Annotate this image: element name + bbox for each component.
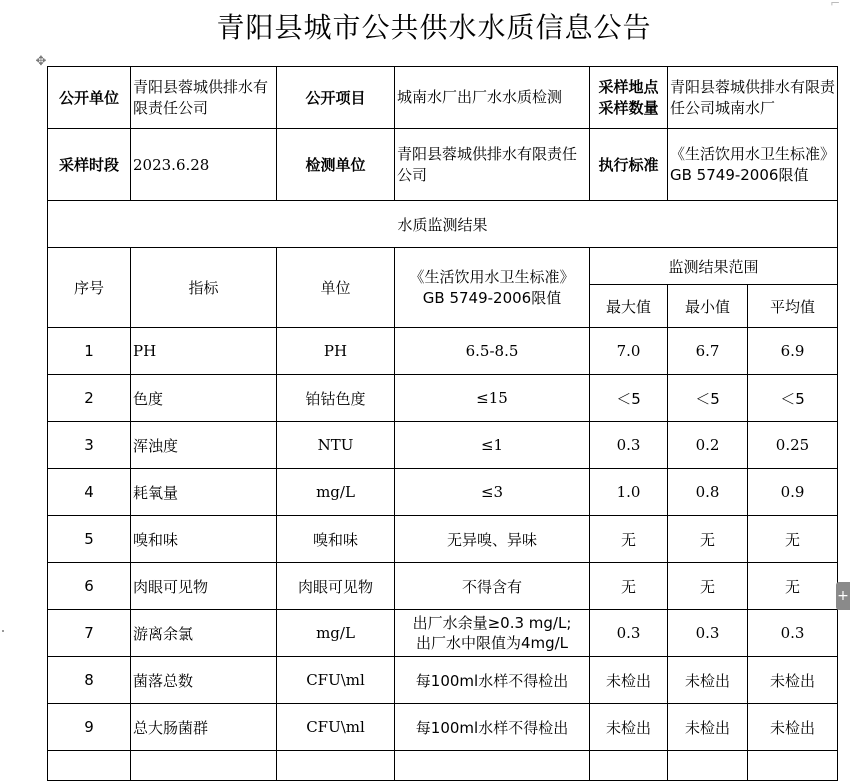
section-title: 水质监测结果	[48, 201, 838, 248]
standard-value: 《生活饮用水卫生标准》GB 5749-2006限值	[668, 129, 838, 201]
table-row	[48, 375, 838, 422]
header-max: 最大值	[590, 285, 668, 328]
cell-max: ＜5	[590, 375, 668, 422]
info-row-2	[48, 129, 838, 201]
cell-limit: ≤3	[395, 469, 590, 516]
cell-avg: 6.9	[748, 328, 838, 375]
cell-avg: 0.3	[748, 610, 838, 657]
cell-unit: 嗅和味	[277, 516, 395, 563]
right-margin	[850, 0, 868, 773]
cell-limit: 每100ml水样不得检出	[395, 704, 590, 751]
cell-max: 0.3	[590, 610, 668, 657]
cell-seq: 8	[48, 657, 131, 704]
table-row	[48, 516, 838, 563]
cell-limit-line-2: 出厂水中限值为4mg/L	[415, 634, 569, 652]
table-row	[48, 610, 838, 657]
table-row	[48, 657, 838, 704]
sampling-site-label-2: 采样数量	[598, 98, 659, 117]
margin-mark	[2, 630, 4, 632]
table-row	[48, 563, 838, 610]
cell-min: 0.8	[668, 469, 748, 516]
cell-indicator: 肉眼可见物	[131, 563, 277, 610]
table-row	[48, 422, 838, 469]
cell-empty	[748, 751, 838, 781]
cell-limit: 无异嗅、异味	[395, 516, 590, 563]
cell-min: 0.2	[668, 422, 748, 469]
cell-empty	[668, 751, 748, 781]
cell-avg: 0.9	[748, 469, 838, 516]
cell-avg: 无	[748, 516, 838, 563]
water-quality-table	[47, 66, 838, 781]
page-title: 青阳县城市公共供水水质信息公告	[216, 11, 652, 44]
cell-max: 无	[590, 516, 668, 563]
cell-limit	[395, 610, 590, 657]
cell-avg: 未检出	[748, 704, 838, 751]
cell-max: 无	[590, 563, 668, 610]
cell-max: 7.0	[590, 328, 668, 375]
cell-limit-line-1: 出厂水余量≥0.3 mg/L;	[412, 614, 572, 632]
cell-min: 6.7	[668, 328, 748, 375]
cell-empty	[590, 751, 668, 781]
cell-seq: 5	[48, 516, 131, 563]
sampling-site-label	[590, 67, 668, 129]
cell-empty	[48, 751, 131, 781]
table-row	[48, 328, 838, 375]
header-limit-line-1: 《生活饮用水卫生标准》	[409, 267, 575, 286]
header-avg: 平均值	[748, 285, 838, 328]
cell-empty	[277, 751, 395, 781]
cell-avg: 无	[748, 563, 838, 610]
cell-avg: 未检出	[748, 657, 838, 704]
info-row-1	[48, 67, 838, 129]
cell-indicator: 耗氧量	[131, 469, 277, 516]
cell-min: 无	[668, 516, 748, 563]
table-row	[48, 704, 838, 751]
header-unit: 单位	[277, 248, 395, 328]
cell-limit: 不得含有	[395, 563, 590, 610]
cell-min: 无	[668, 563, 748, 610]
cell-limit: ≤1	[395, 422, 590, 469]
sampling-time-value: 2023.6.28	[131, 129, 277, 201]
cell-seq: 6	[48, 563, 131, 610]
cell-indicator: 色度	[131, 375, 277, 422]
project-value: 城南水厂出厂水水质检测	[395, 67, 590, 129]
cell-indicator: 菌落总数	[131, 657, 277, 704]
cell-unit: 铂钴色度	[277, 375, 395, 422]
cell-unit: mg/L	[277, 469, 395, 516]
header-range: 监测结果范围	[590, 248, 838, 285]
publisher-label: 公开单位	[48, 67, 131, 129]
header-indicator: 指标	[131, 248, 277, 328]
header-min: 最小值	[668, 285, 748, 328]
cell-indicator: 嗅和味	[131, 516, 277, 563]
header-limit	[395, 248, 590, 328]
table-row	[48, 469, 838, 516]
cell-min: 0.3	[668, 610, 748, 657]
cell-seq: 3	[48, 422, 131, 469]
cell-avg: 0.25	[748, 422, 838, 469]
cell-max: 0.3	[590, 422, 668, 469]
test-unit-label: 检测单位	[277, 129, 395, 201]
cell-unit: CFU\ml	[277, 657, 395, 704]
header-row-1	[48, 248, 838, 285]
cell-indicator: PH	[131, 328, 277, 375]
sampling-time-label: 采样时段	[48, 129, 131, 201]
cell-seq: 2	[48, 375, 131, 422]
section-row	[48, 201, 838, 248]
plus-icon[interactable]: +	[836, 582, 850, 610]
cell-unit: CFU\ml	[277, 704, 395, 751]
cell-min: 未检出	[668, 704, 748, 751]
cell-max: 1.0	[590, 469, 668, 516]
standard-label: 执行标准	[590, 129, 668, 201]
sampling-site-value: 青阳县蓉城供排水有限责任公司城南水厂	[668, 67, 838, 129]
cell-seq: 7	[48, 610, 131, 657]
table-row-partial	[48, 751, 838, 781]
cell-min: ＜5	[668, 375, 748, 422]
test-unit-value: 青阳县蓉城供排水有限责任公司	[395, 129, 590, 201]
cell-seq: 4	[48, 469, 131, 516]
cell-seq: 1	[48, 328, 131, 375]
cell-limit: 每100ml水样不得检出	[395, 657, 590, 704]
cell-limit: 6.5-8.5	[395, 328, 590, 375]
cell-empty	[395, 751, 590, 781]
cell-unit: NTU	[277, 422, 395, 469]
header-seq: 序号	[48, 248, 131, 328]
project-label: 公开项目	[277, 67, 395, 129]
cell-unit: mg/L	[277, 610, 395, 657]
move-handle-icon[interactable]: ✥	[35, 53, 47, 69]
cell-limit: ≤15	[395, 375, 590, 422]
cell-max: 未检出	[590, 704, 668, 751]
cell-indicator: 浑浊度	[131, 422, 277, 469]
cell-unit: PH	[277, 328, 395, 375]
cell-min: 未检出	[668, 657, 748, 704]
cell-empty	[131, 751, 277, 781]
sampling-site-label-1: 采样地点	[598, 77, 659, 96]
cell-indicator: 总大肠菌群	[131, 704, 277, 751]
header-limit-line-2: GB 5749-2006限值	[422, 288, 562, 307]
cell-indicator: 游离余氯	[131, 610, 277, 657]
corner-mark-icon: ⌐	[829, 0, 840, 10]
cell-unit: 肉眼可见物	[277, 563, 395, 610]
cell-avg: ＜5	[748, 375, 838, 422]
cell-max: 未检出	[590, 657, 668, 704]
cell-seq: 9	[48, 704, 131, 751]
publisher-value: 青阳县蓉城供排水有限责任公司	[131, 67, 277, 129]
